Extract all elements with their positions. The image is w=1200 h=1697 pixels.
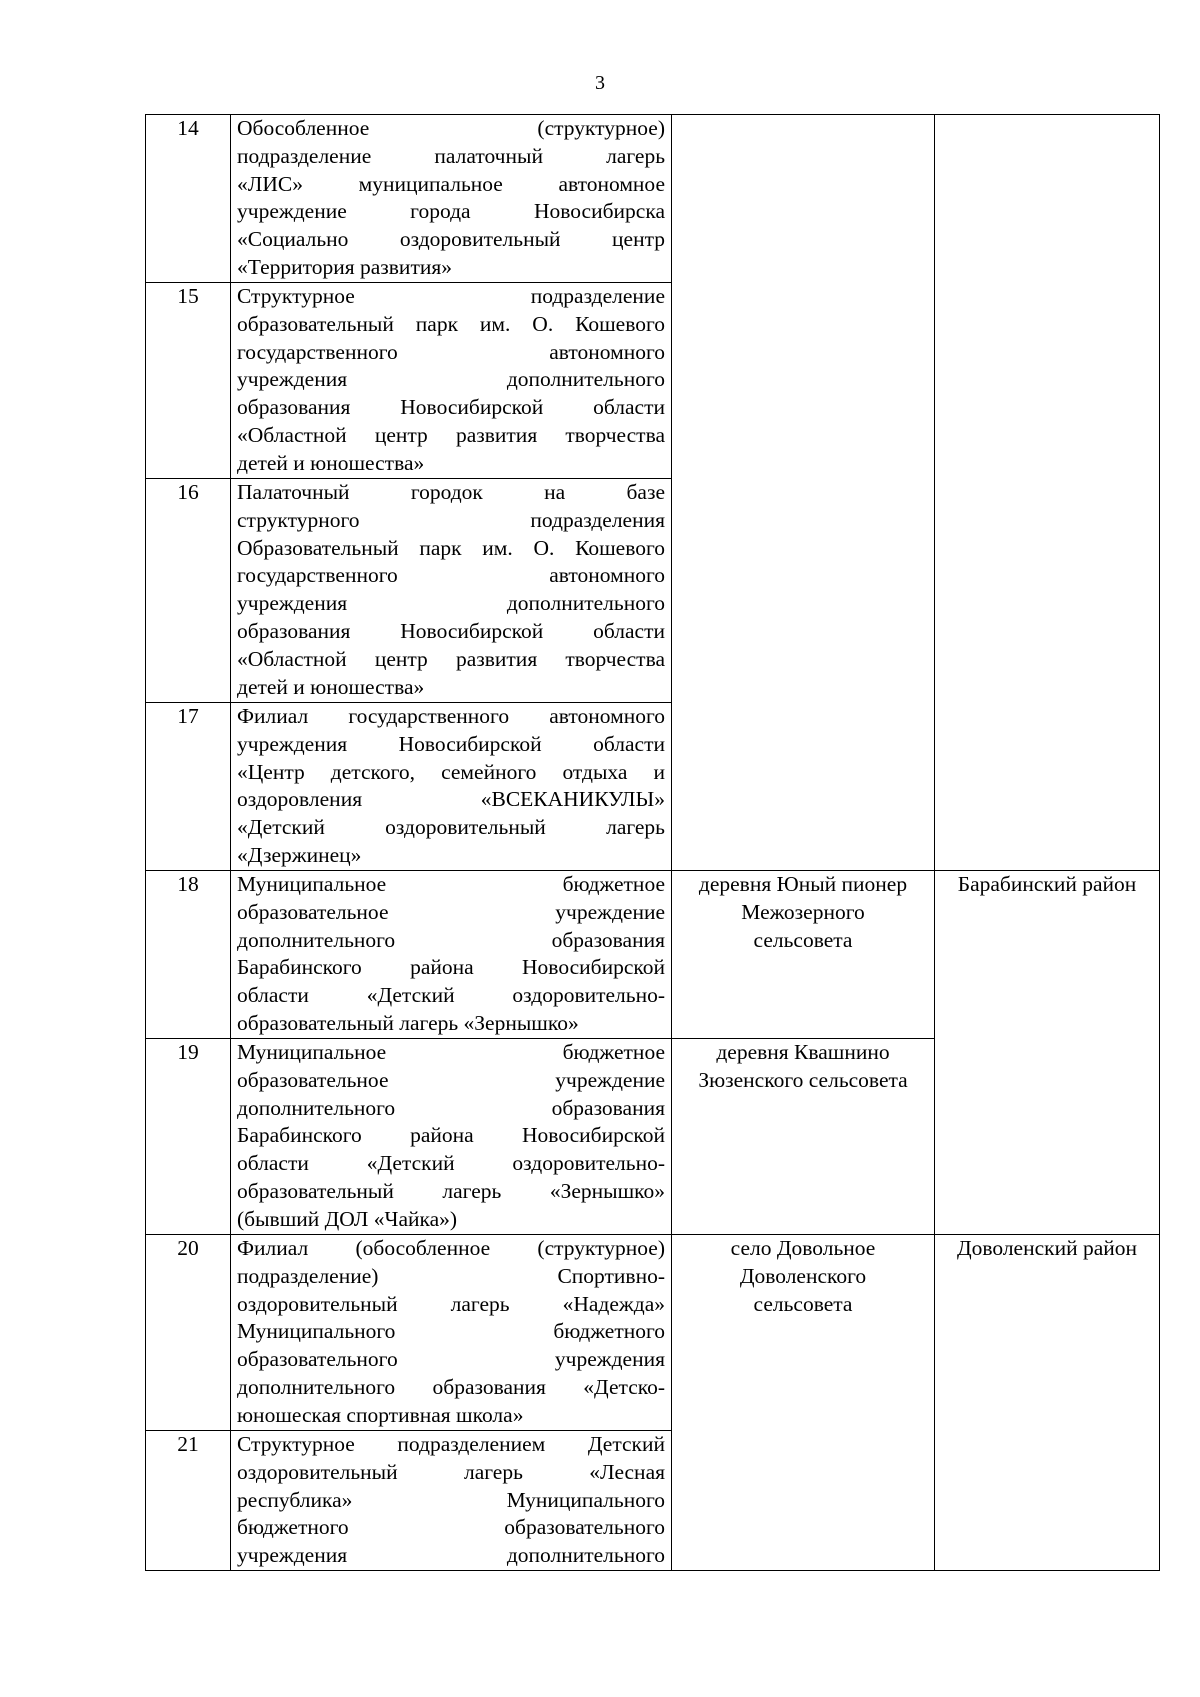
name-line: подразделение палаточный лагерь [237,143,665,168]
name-line: дополнительного образования [237,927,665,952]
location-line: Доволенского [739,1263,867,1288]
name-line: Палаточный городок на базе [237,480,665,504]
name-line: государственного автономного [237,563,665,588]
name-line: Филиал государственного автономного [237,704,665,728]
institution-name [231,703,672,871]
institution-name [231,1039,672,1235]
row-number: 19 [146,1039,231,1235]
name-line: «Областной центр развития творчества [237,422,665,447]
institution-name [231,1235,672,1431]
name-line: «Территория развития» [237,254,452,279]
name-line: Обособленное (структурное) [237,116,665,140]
table-row [146,1235,1160,1431]
name-line: государственного автономного [237,339,665,364]
name-line: Муниципальное бюджетное [237,1040,665,1064]
name-line: «Дзержинец» [237,842,362,867]
name-line: Образовательный парк им. О. Кошевого [237,535,665,560]
district-cell [935,115,1160,871]
name-line: бюджетного образовательного [237,1515,665,1540]
institution-name [231,115,672,283]
name-line: образовательный парк им. О. Кошевого [237,311,665,336]
name-line: «ЛИС» муниципальное автономное [237,171,665,196]
name-line: учреждение города Новосибирска [237,199,665,224]
location-cell [672,1039,935,1235]
row-number: 17 [146,703,231,871]
name-line: (бывший ДОЛ «Чайка») [237,1206,458,1231]
name-line: дополнительного образования «Детско- [237,1374,665,1399]
institution-name [231,871,672,1039]
name-line: Муниципальное бюджетное [237,872,665,896]
name-line: учреждения Новосибирской области [237,731,665,756]
name-line: Барабинского района Новосибирской [237,955,665,980]
location-cell [672,115,935,871]
location-cell [672,871,935,1039]
institutions-table [145,114,1160,1571]
name-line: оздоровительный лагерь «Лесная [237,1459,665,1484]
row-number: 16 [146,479,231,703]
table-row [146,115,1160,283]
name-line: «Детский оздоровительный лагерь [237,815,665,840]
institution-name [231,1431,672,1571]
institution-name [231,479,672,703]
location-line: Зюзенского сельсовета [698,1067,908,1092]
name-line: образовательное учреждение [237,1067,665,1092]
name-line: структурного подразделения [237,507,665,532]
page-number: 3 [595,72,605,94]
row-number: 18 [146,871,231,1039]
district-name: Доволенский район [956,1236,1138,1260]
row-number: 21 [146,1431,231,1571]
name-line: республика» Муниципального [237,1487,665,1512]
name-line: подразделение) Спортивно- [237,1263,665,1288]
row-number: 15 [146,283,231,479]
name-line: дополнительного образования [237,1095,665,1120]
name-line: области «Детский оздоровительно- [237,1151,665,1176]
name-line: Структурное подразделением Детский [237,1432,665,1456]
district-cell [935,871,1160,1235]
row-number: 14 [146,115,231,283]
name-line: учреждения дополнительного [237,1543,665,1568]
name-line: Структурное подразделение [237,284,665,308]
name-line: Филиал (обособленное (структурное) [237,1236,665,1260]
name-line: «Областной центр развития творчества [237,646,665,671]
name-line: образования Новосибирской области [237,618,665,643]
name-line: юношеская спортивная школа» [237,1402,524,1427]
name-line: оздоровления «ВСЕКАНИКУЛЫ» [237,787,665,812]
location-cell [672,1235,935,1571]
location-line: деревня Квашнино [716,1040,890,1064]
table-row [146,871,1160,1039]
district-cell [935,1235,1160,1571]
name-line: «Центр детского, семейного отдыха и [237,759,665,784]
district-name: Барабинский район [957,872,1137,896]
name-line: оздоровительный лагерь «Надежда» [237,1291,665,1316]
location-line: село Довольное [730,1236,876,1260]
institution-name [231,283,672,479]
name-line: учреждения дополнительного [237,367,665,392]
name-line: детей и юношества» [237,450,425,475]
name-line: области «Детский оздоровительно- [237,983,665,1008]
name-line: образовательный лагерь «Зернышко» [237,1010,579,1035]
location-line: деревня Юный пионер [698,872,908,896]
location-line: сельсовета [753,927,853,952]
name-line: образовательное учреждение [237,899,665,924]
name-line: Муниципального бюджетного [237,1319,665,1344]
name-line: учреждения дополнительного [237,591,665,616]
name-line: образования Новосибирской области [237,395,665,420]
name-line: детей и юношества» [237,674,425,699]
location-line: Межозерного [741,899,865,924]
name-line: Барабинского района Новосибирской [237,1123,665,1148]
row-number: 20 [146,1235,231,1431]
name-line: «Социально оздоровительный центр [237,227,665,252]
name-line: образовательный лагерь «Зернышко» [237,1178,665,1203]
name-line: образовательного учреждения [237,1347,665,1372]
location-line: сельсовета [753,1291,853,1316]
